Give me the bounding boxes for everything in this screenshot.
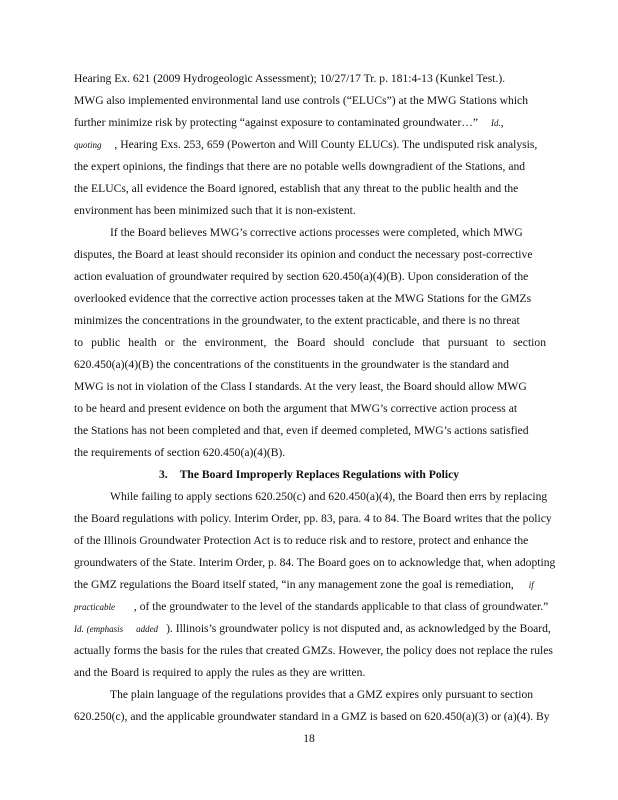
text-line: further minimize risk by protecting “against exposure to contaminated groundwater…” Id., <box>74 116 504 129</box>
text-line: the expert opinions, the findings that there are no potable wells downgradient of the Stations, and <box>74 160 526 173</box>
section-heading <box>0 468 618 482</box>
text-line: If the Board believes MWG’s corrective actions processes were completed, which MWG <box>110 226 523 239</box>
text-line: 620.450(a)(4)(B) the concentrations of the constituents in the groundwater is the standard and <box>74 358 509 371</box>
text-line: overlooked evidence that the corrective action processes taken at the MWG Stations for the GMZs <box>74 292 532 305</box>
text-line: MWG is not in violation of the Class I standards. At the very least, the Board should allow MWG <box>74 380 527 393</box>
emphasis-practicable: practicable <box>74 602 115 612</box>
text-line: of the Illinois Groundwater Protection Act is to reduce risk and to restore, protect and enhance the <box>74 534 529 547</box>
text-line: the Board regulations with policy. Interim Order, pp. 83, para. 4 to 84. The Board writes that the policy <box>74 512 552 525</box>
text-line: environment has been minimized such that it is non-existent. <box>74 204 356 217</box>
emphasis-note: (emphasis <box>86 624 124 634</box>
text-line: to public health or the environment, the Board should conclude that pursuant to section <box>74 336 546 349</box>
citation-id: Id. <box>490 118 501 128</box>
text-line: the requirements of section 620.450(a)(4)(B). <box>74 446 286 459</box>
text-line: Hearing Ex. 621 (2009 Hydrogeologic Assessment); 10/27/17 Tr. p. 181:4-13 (Kunkel Test.). <box>74 72 506 85</box>
text-line: minimizes the concentrations in the groundwater, to the extent practicable, and there is no threat <box>74 314 520 327</box>
section-number: 3. <box>158 468 168 481</box>
text-line: 620.250(c), and the applicable groundwater standard in a GMZ is based on 620.450(a)(3) or (a)(4). By <box>74 710 550 723</box>
text-line: quoting , Hearing Exs. 253, 659 (Powerton and Will County ELUCs). The undisputed risk analysis, <box>74 138 538 151</box>
citation-quoting: quoting <box>74 140 102 150</box>
text-line: actually forms the basis for the rules that created GMZs. However, the policy does not replace the rules <box>74 644 553 657</box>
text-line: disputes, the Board at least should reconsider its opinion and conduct the necessary post-corrective <box>74 248 533 261</box>
text-line: the ELUCs, all evidence the Board ignored, establish that any threat to the public health and the <box>74 182 519 195</box>
section-title: The Board Improperly Replaces Regulations with Policy <box>179 468 460 481</box>
citation-id: Id. <box>74 624 84 634</box>
page-number: 18 <box>303 732 315 745</box>
text-line: the GMZ regulations the Board itself stated, “in any management zone the goal is remediation, if <box>74 578 534 591</box>
text-line: practicable , of the groundwater to the level of the standards applicable to that class of groundwater.” <box>74 600 549 613</box>
text-line: and the Board is required to apply the rules as they are written. <box>74 666 366 679</box>
text-line: the Stations has not been completed and that, even if deemed completed, MWG’s actions satisfied <box>74 424 529 437</box>
text-line: Id. (emphasis added ). Illinois’s groundwater policy is not disputed and, as acknowledged by the Board, <box>74 622 551 635</box>
emphasis-added: added <box>136 624 159 634</box>
text-line: The plain language of the regulations provides that a GMZ expires only pursuant to section <box>110 688 534 701</box>
text-line: MWG also implemented environmental land use controls (“ELUCs”) at the MWG Stations which <box>74 94 528 107</box>
emphasis-if: if <box>528 580 534 590</box>
text-line: action evaluation of groundwater required by section 620.450(a)(4)(B). Upon consideration of the <box>74 270 529 283</box>
text-line: groundwaters of the State. Interim Order, p. 84. The Board goes on to acknowledge that, when adopting <box>74 556 556 569</box>
text-line: to be heard and present evidence on both the argument that MWG’s corrective action process at <box>74 402 518 415</box>
text-line: While failing to apply sections 620.250(c) and 620.450(a)(4), the Board then errs by replacing <box>110 490 548 503</box>
